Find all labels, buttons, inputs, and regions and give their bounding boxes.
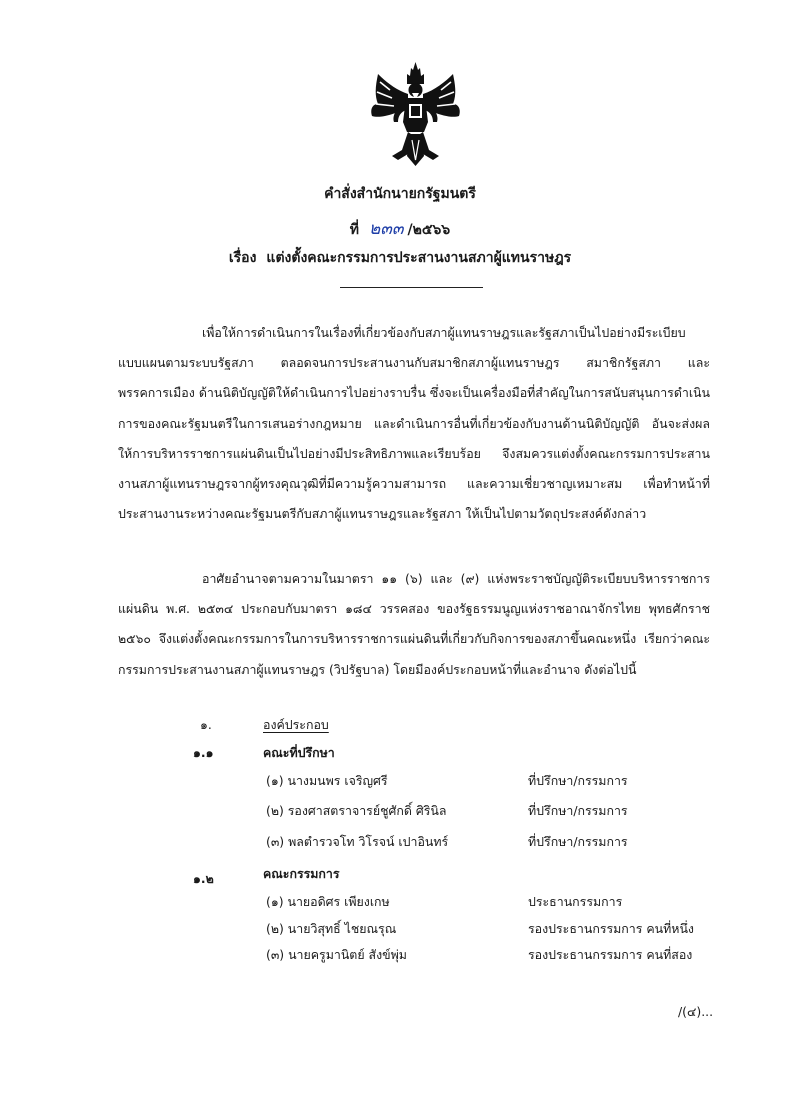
advisor-name: (๓) พลตำรวจโท วิโรจน์ เปาอินทร์ (266, 834, 449, 849)
subsection-number: ๑.๑ (193, 745, 214, 760)
committee-member-role: ประธานกรรมการ (528, 894, 623, 909)
subsection-number: ๑.๒ (193, 871, 214, 886)
garuda-emblem-icon (368, 60, 463, 168)
subject-label: เรื่อง (228, 250, 257, 266)
committee-member-name: (๒) นายวิสุทธิ์ ไชยณรุณ (266, 921, 397, 936)
advisor-role: ที่ปรึกษา/กรรมการ (528, 803, 628, 818)
order-number-line (0, 215, 800, 242)
advisor-role: ที่ปรึกษา/กรรมการ (528, 773, 628, 788)
section-number: ๑. (200, 717, 212, 732)
committee-member-role: รองประธานกรรมการ คนที่หนึ่ง (528, 921, 694, 936)
subsection-title: คณะที่ปรึกษา (263, 745, 335, 760)
header-divider (340, 287, 483, 288)
advisor-role: ที่ปรึกษา/กรรมการ (528, 834, 628, 849)
preamble-paragraph: เพื่อให้การดำเนินการในเรื่องที่เกี่ยวข้องกับสภาผู้แทนราษฎรและรัฐสภาเป็นไปอย่างมีระเบียบแบบแผนตามระบบรัฐสภา ตลอดจนการประสานงานกับสมาชิกสภาผู้แทนราษฎร สมาชิกรัฐสภา และพรรคการเมือง ด้านนิติบัญญัติให้ดำเนินการไปอย่างราบรื่น ซึ่งจะเป็นเครื่องมือที่สำคัญในการสนับสนุนการดำเนินการของคณะรัฐมนตรีในการเสนอร่างกฎหมาย และดำเนินการอื่นที่เกี่ยวข้องกับงานด้านนิติบัญญัติ อันจะส่งผลให้การบริหารราชการแผ่นดินเป็นไปอย่างมีประสิทธิภาพและเรียบร้อย จึงสมควรแต่งตั้งคณะกรรมการประสานงานสภาผู้แทนราษฎรจากผู้ทรงคุณวุฒิที่มีความรู้ความสามารถ และความเชี่ยวชาญเหมาะสม เพื่อทำหน้าที่ประสานงานระหว่างคณะรัฐมนตรีกับสภาผู้แทนราษฎรและรัฐสภา ให้เป็นไปตามวัตถุประสงค์ดังกล่าว (118, 325, 710, 522)
continuation-marker: /(๔)... (678, 1004, 714, 1019)
section-title: องค์ประกอบ (263, 717, 329, 732)
subsection-title: คณะกรรมการ (263, 866, 340, 881)
order-number: ๒๓๓ (369, 219, 404, 239)
order-number-prefix: ที่ (349, 222, 360, 238)
advisor-name: (๒) รองศาสตราจารย์ชูศักดิ์ ศิรินิล (266, 803, 447, 818)
authority-paragraph: อาศัยอำนาจตามความในมาตรา ๑๑ (๖) และ (๙) แห่งพระราชบัญญัติระเบียบบริหารราชการแผ่นดิน พ.ศ. ๒๕๓๔ ประกอบกับมาตรา ๑๘๔ วรรคสอง ของรัฐธรรมนูญแห่งราชอาณาจักรไทย พุทธศักราช ๒๕๖๐ จึงแต่งตั้งคณะกรรมการในการบริหารราชการแผ่นดินที่เกี่ยวกับกิจการของสภาขึ้นคณะหนึ่ง เรียกว่าคณะกรรมการประสานงานสภาผู้แทนราษฎร (วิปรัฐบาล) โดยมีองค์ประกอบหน้าที่และอำนาจ ดังต่อไปนี้ (118, 571, 710, 677)
subject-line (0, 247, 800, 269)
committee-member-role: รองประธานกรรมการ คนที่สอง (528, 947, 693, 962)
advisor-name: (๑) นางมนพร เจริญศรี (266, 773, 388, 788)
subject-text: แต่งตั้งคณะกรรมการประสานงานสภาผู้แทนราษฎร (266, 250, 572, 266)
committee-member-name: (๓) นายครูมานิตย์ สังข์พุ่ม (266, 947, 407, 962)
order-title: คำสั่งสำนักนายกรัฐมนตรี (324, 186, 476, 202)
committee-member-name: (๑) นายอดิศร เพียงเกษ (266, 894, 390, 909)
order-year: /๒๕๖๖ (407, 222, 451, 238)
